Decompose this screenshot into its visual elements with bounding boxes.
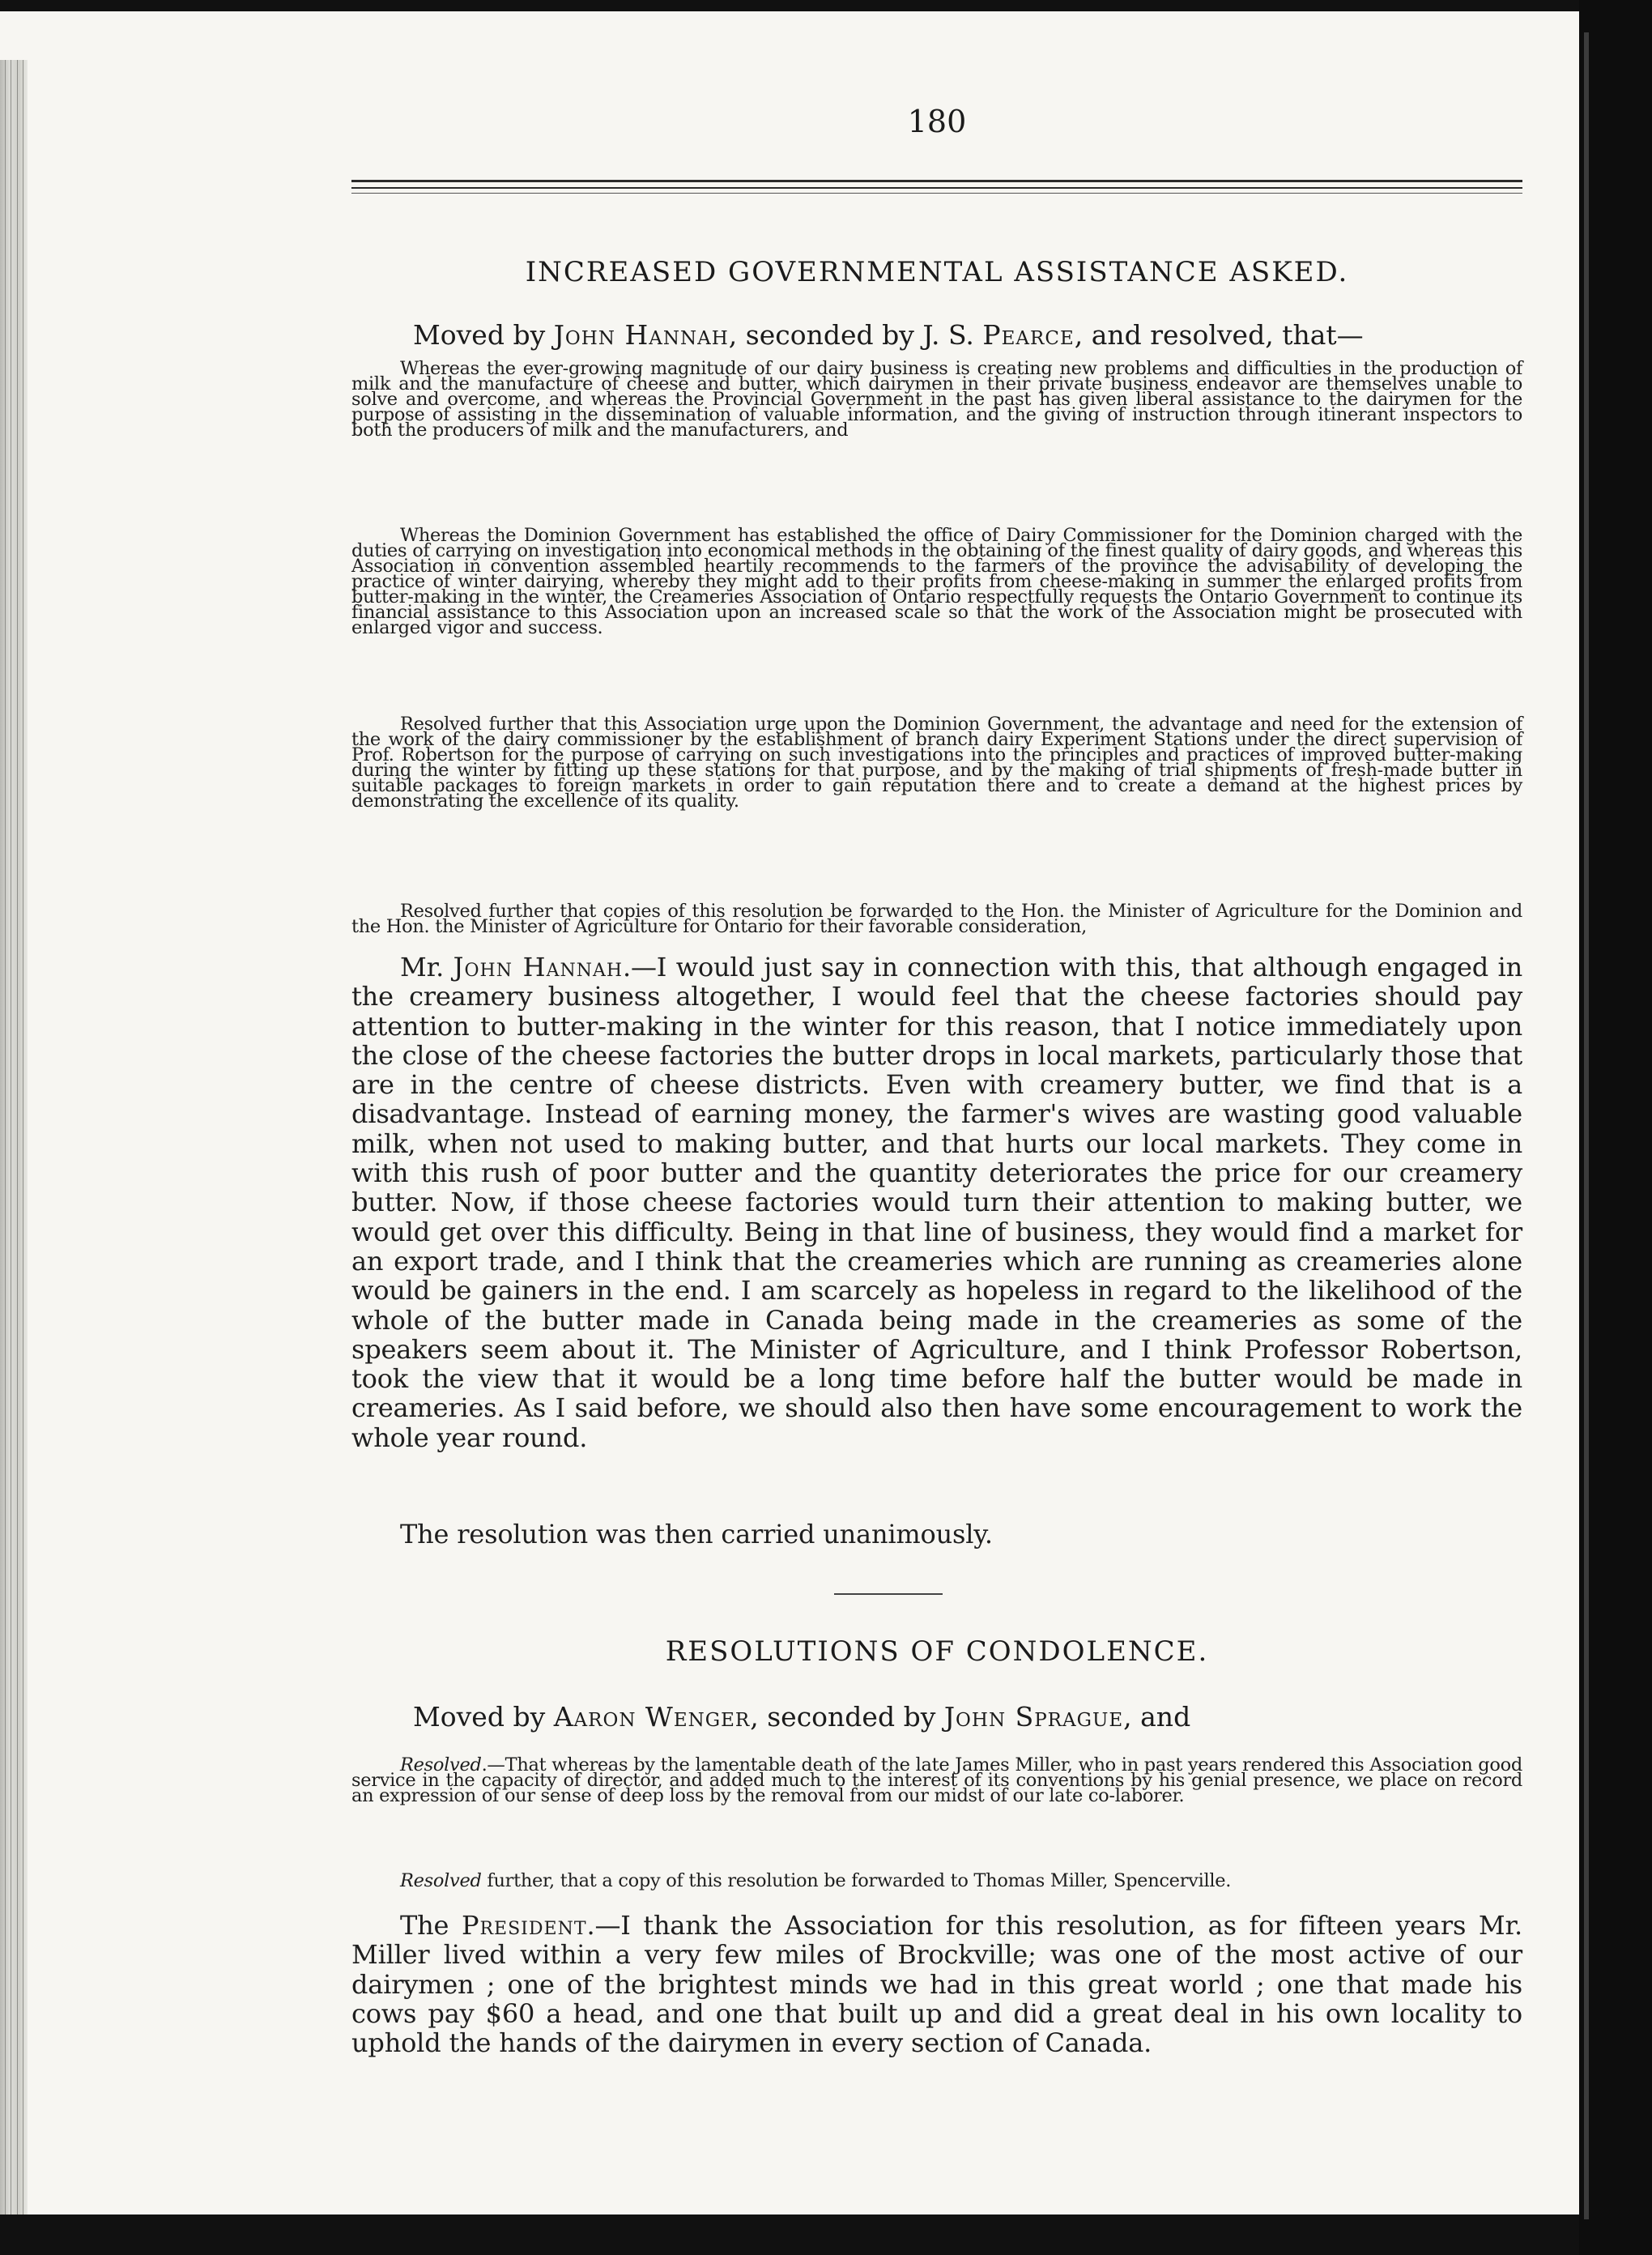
- speaker-name: President: [461, 1910, 587, 1941]
- mover-name: Aaron Wenger: [553, 1701, 751, 1733]
- resolved-paragraph: Resolved.—That whereas by the lamentable death of the late James Miller, who in past years rendered this Association good service in the capacity of director, and added much to the interest of its conventions by his genial presence, we place on record an expression of our sense of deep loss by the removal from our midst of our late co-laborer.: [351, 1754, 1522, 1806]
- speech-paragraph: The President.—I thank the Association for this resolution, as for fifteen years Mr. Miller lived within a very few miles of Brockville; was one of the most active of our dairymen ; one of the brightest minds we had in this great world ; one that made his cows pay $60 a head, and one that built up and did a great deal in his own locality to uphold the hands of the dairymen in every section of Canada.: [351, 1910, 1522, 2059]
- page-stack-edge: [0, 60, 28, 2215]
- resolved-paragraph: Resolved further that copies of this resolution be forwarded to the Hon. the Minister of Agriculture for the Dominion and the Hon. the Minister of Agriculture for Ontario for their favorable consideration,: [351, 901, 1522, 937]
- speech-paragraph: Mr. John Hannah.—I would just say in connection with this, that although engaged in the creamery business altogether, I would feel that the cheese factories should pay attention to butter-making in the winter for this reason, that I notice immediately upon the close of the cheese factories the butter drops in local markets, particularly those that are in the centre of cheese districts. Even with creamery butter, we find that is a disadvantage. Instead of earning money, the farmer's wives are wasting good valuable milk, when not used to making butter, and that hurts our local markets. They come in with this rush of poor butter and the quantity deteriorates the price for our creamery butter. Now, if those cheese factories would turn their attention to making butter, we would get over this difficulty. Being in that line of business, they would find a market for an export trade, and I think that the creameries which are running as creameries alone would be gainers in the end. I am scarcely as hopeless in regard to the likelihood of the whole of the butter made in Canada being made in the creameries as some of the speakers seem about it. The Minister of Agriculture, and I think Professor Robertson, took the view that it would be a long time before half the butter would be made in creameries. As I said before, we should also then have some encouragement to work the whole year round.: [351, 952, 1522, 1453]
- seconder-name: Pearce: [982, 319, 1075, 351]
- section-heading: INCREASED GOVERNMENTAL ASSISTANCE ASKED.: [525, 256, 1349, 288]
- mover-name: John Hannah: [553, 319, 729, 351]
- section-divider: [834, 1593, 943, 1595]
- speaker-name: John Hannah: [453, 952, 624, 983]
- book-page: [0, 11, 1579, 2215]
- header-rule: [351, 187, 1522, 189]
- book-spine: [1579, 0, 1652, 2255]
- motion-line: Moved by Aaron Wenger, seconded by John Sprague, and: [413, 1701, 1191, 1733]
- header-rule: [351, 180, 1522, 182]
- carried-paragraph: The resolution was then carried unanimously.: [400, 1519, 993, 1550]
- whereas-paragraph: Whereas the Dominion Government has established the office of Dairy Commissioner for the Dominion charged with the duties of carrying on investigation into economical methods in the obtaining of the finest quality of dairy goods, and whereas this Association in convention assembled heartily recommends to the farmers of the province the advisability of developing the practice of winter dairying, whereby they might add to their profits from cheese-making in summer the enlarged profits from butter-making in the winter, the Creameries Association of Ontario respectfully requests the Ontario Government to continue its financial assistance to this Association upon an increased scale so that the work of the Association might be prosecuted with enlarged vigor and success.: [351, 525, 1522, 638]
- resolved-paragraph: Resolved further that this Association urge upon the Dominion Government, the advantage and need for the extension of the work of the dairy commissioner by the establishment of branch dairy Experiment Stations under the direct supervision of Prof. Robertson for the purpose of carrying on such investigations into the principles and practices of improved butter-making during the winter by fitting up these stations for that purpose, and by the making of trial shipments of fresh-made butter in suitable packages to foreign markets in order to gain reputation there and to create a demand at the highest prices by demonstrating the excellence of its quality.: [351, 714, 1522, 812]
- motion-line: Moved by John Hannah, seconded by J. S. Pearce, and resolved, that—: [413, 319, 1364, 351]
- whereas-paragraph: Whereas the ever-growing magnitude of our dairy business is creating new problems and difficulties in the production of milk and the manufacture of cheese and butter, which dairymen in their private business endeavor are themselves unable to solve and overcome, and whereas the Provincial Government in the past has given liberal assistance to the dairymen for the purpose of assisting in the dissemination of valuable information, and the giving of instruction through itinerant inspectors to both the producers of milk and the manufacturers, and: [351, 358, 1522, 441]
- page-number: 180: [907, 104, 967, 139]
- resolved-paragraph: Resolved further, that a copy of this resolution be forwarded to Thomas Miller, Spencerville.: [400, 1870, 1232, 1891]
- seconder-name: John Sprague: [943, 1701, 1124, 1733]
- section-heading: RESOLUTIONS OF CONDOLENCE.: [665, 1635, 1209, 1668]
- header-rule: [351, 193, 1522, 194]
